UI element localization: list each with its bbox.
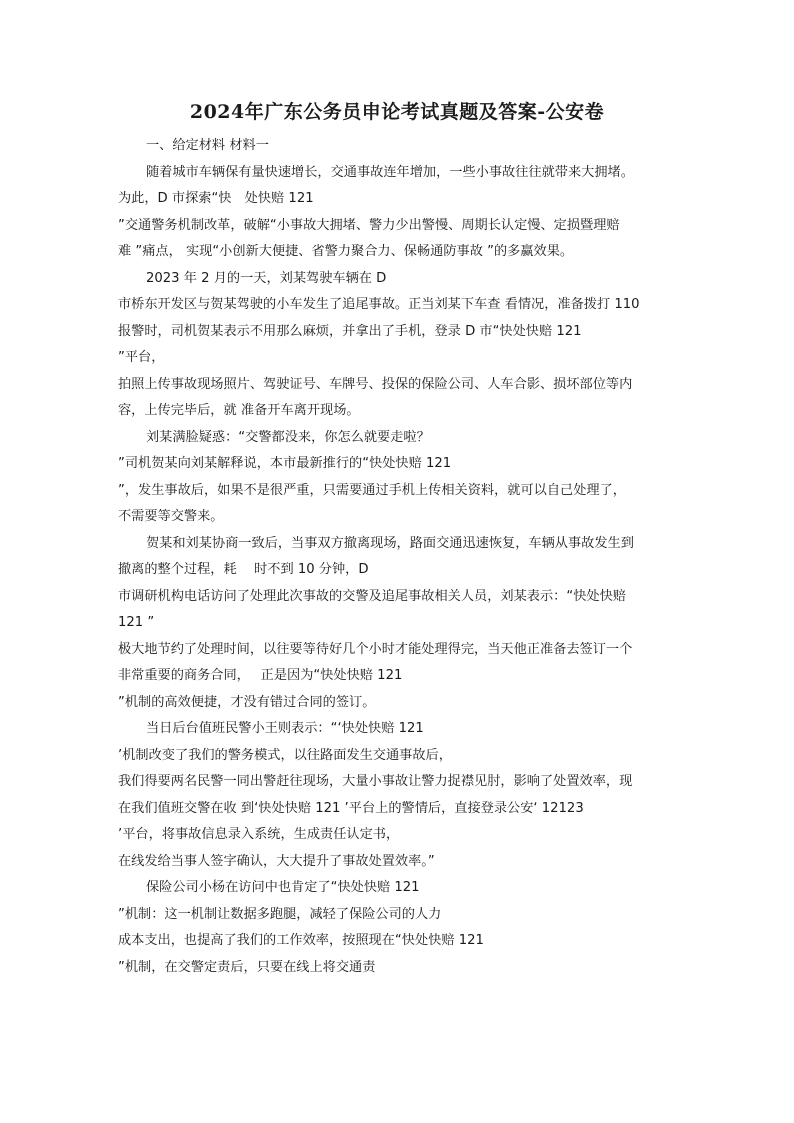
document-title: 2024年广东公务员申论考试真题及答案-公安卷 bbox=[189, 101, 605, 123]
paragraph-line: 2023 年 2 月的一天，刘某驾驶车辆在 D bbox=[146, 270, 387, 286]
paragraph-line: 我们得要两名民警一同出警赶往现场，大量小事故让警力捉襟见肘，影响了处置效率，现 bbox=[118, 774, 633, 789]
paragraph-line: ’平台，将事故信息录入系统，生成责任认定书， bbox=[118, 827, 400, 842]
paragraph-line: 121 ” bbox=[118, 615, 155, 630]
paragraph-line: 撤离的整个过程，耗 时不到 10 分钟，D bbox=[118, 562, 369, 577]
paragraph-line: 极大地节约了处理时间，以往要等待好几个小时才能处理得完，当天他正准备去签订一个 bbox=[118, 641, 633, 657]
paragraph-line: 拍照上传事故现场照片、驾驶证号、车牌号、投保的保险公司、人车合影、损坏部位等内 bbox=[118, 376, 633, 392]
paragraph-line: 当日后台值班民警小王则表示：“‘快处快赔 121 bbox=[146, 721, 424, 736]
paragraph-line: 在我们值班交警在收 到‘快处快赔 121 ’平台上的警情后，直接登录公安‘ 12123 bbox=[118, 800, 584, 816]
paragraph-line: 市调研机构电话访问了处理此次事故的交警及追尾事故相关人员，刘某表示：“快处快赔 bbox=[118, 588, 626, 604]
paragraph-line: 难 ”痛点， 实现“小创新大便捷、省警力聚合力、保畅通防事故 ”的多赢效果。 bbox=[118, 244, 574, 259]
paragraph-line: ”司机贺某向刘某解释说，本市最新推行的“快处快赔 121 bbox=[118, 456, 452, 471]
paragraph-line: ”交通警务机制改革，破解“小事故大拥堵、警力少出警慢、周期长认定慢、定损暨理赔 bbox=[118, 217, 620, 233]
paragraph-line: 不需要等交警来。 bbox=[118, 509, 224, 524]
paragraph-line: 一、给定材料 材料一 bbox=[146, 138, 269, 153]
paragraph-line: ”机制的高效便捷，才没有错过合同的签订。 bbox=[118, 694, 376, 710]
paragraph-line: 容，上传完毕后，就 准备开车离开现场。 bbox=[118, 403, 360, 418]
paragraph-line: 市桥东开发区与贺某驾驶的小车发生了追尾事故。正当刘某下车查 看情况，准备拨打 110 bbox=[118, 297, 640, 312]
paragraph-line: 在线发给当事人签字确认，大大提升了事故处置效率。” bbox=[118, 853, 435, 869]
paragraph-line: 保险公司小杨在访问中也肯定了“快处快赔 121 bbox=[146, 880, 420, 895]
document-body bbox=[118, 133, 693, 981]
paragraph-line: ”机制，在交警定责后，只要在线上将交通责 bbox=[118, 959, 376, 975]
paragraph-line: 贺某和刘某协商一致后，当事双方撤离现场，路面交通迅速恢复，车辆从事故发生到 bbox=[146, 535, 634, 551]
paragraph-line: 成本支出，也提高了我们的工作效率，按照现在“快处快赔 121 bbox=[118, 933, 484, 948]
paragraph-line: 报警时，司机贺某表示不用那么麻烦，并拿出了手机，登录 D 市“快处快赔 121 bbox=[118, 323, 582, 339]
paragraph-line: 为此，D 市探索“快 处快赔 121 bbox=[118, 191, 314, 206]
paragraph-line: ’机制改变了我们的警务模式，以往路面发生交通事故后， bbox=[118, 747, 452, 763]
paragraph-line: ”机制：这一机制让数据多跑腿，减轻了保险公司的人力 bbox=[118, 906, 442, 922]
paragraph-line: ”，发生事故后，如果不是很严重，只需要通过手机上传相关资料，就可以自己处理了， bbox=[118, 482, 626, 498]
paragraph-line: 非常重要的商务合同， 正是因为“快处快赔 121 bbox=[118, 668, 403, 683]
paragraph-line: ”平台， bbox=[118, 350, 165, 365]
paragraph-line: 随着城市车辆保有量快速增长，交通事故连年增加，一些小事故往往就带来大拥堵。 bbox=[146, 164, 634, 180]
paragraph-line: 刘某满脸疑惑：“交警都没来，你怎么就要走啦？ bbox=[146, 429, 430, 445]
